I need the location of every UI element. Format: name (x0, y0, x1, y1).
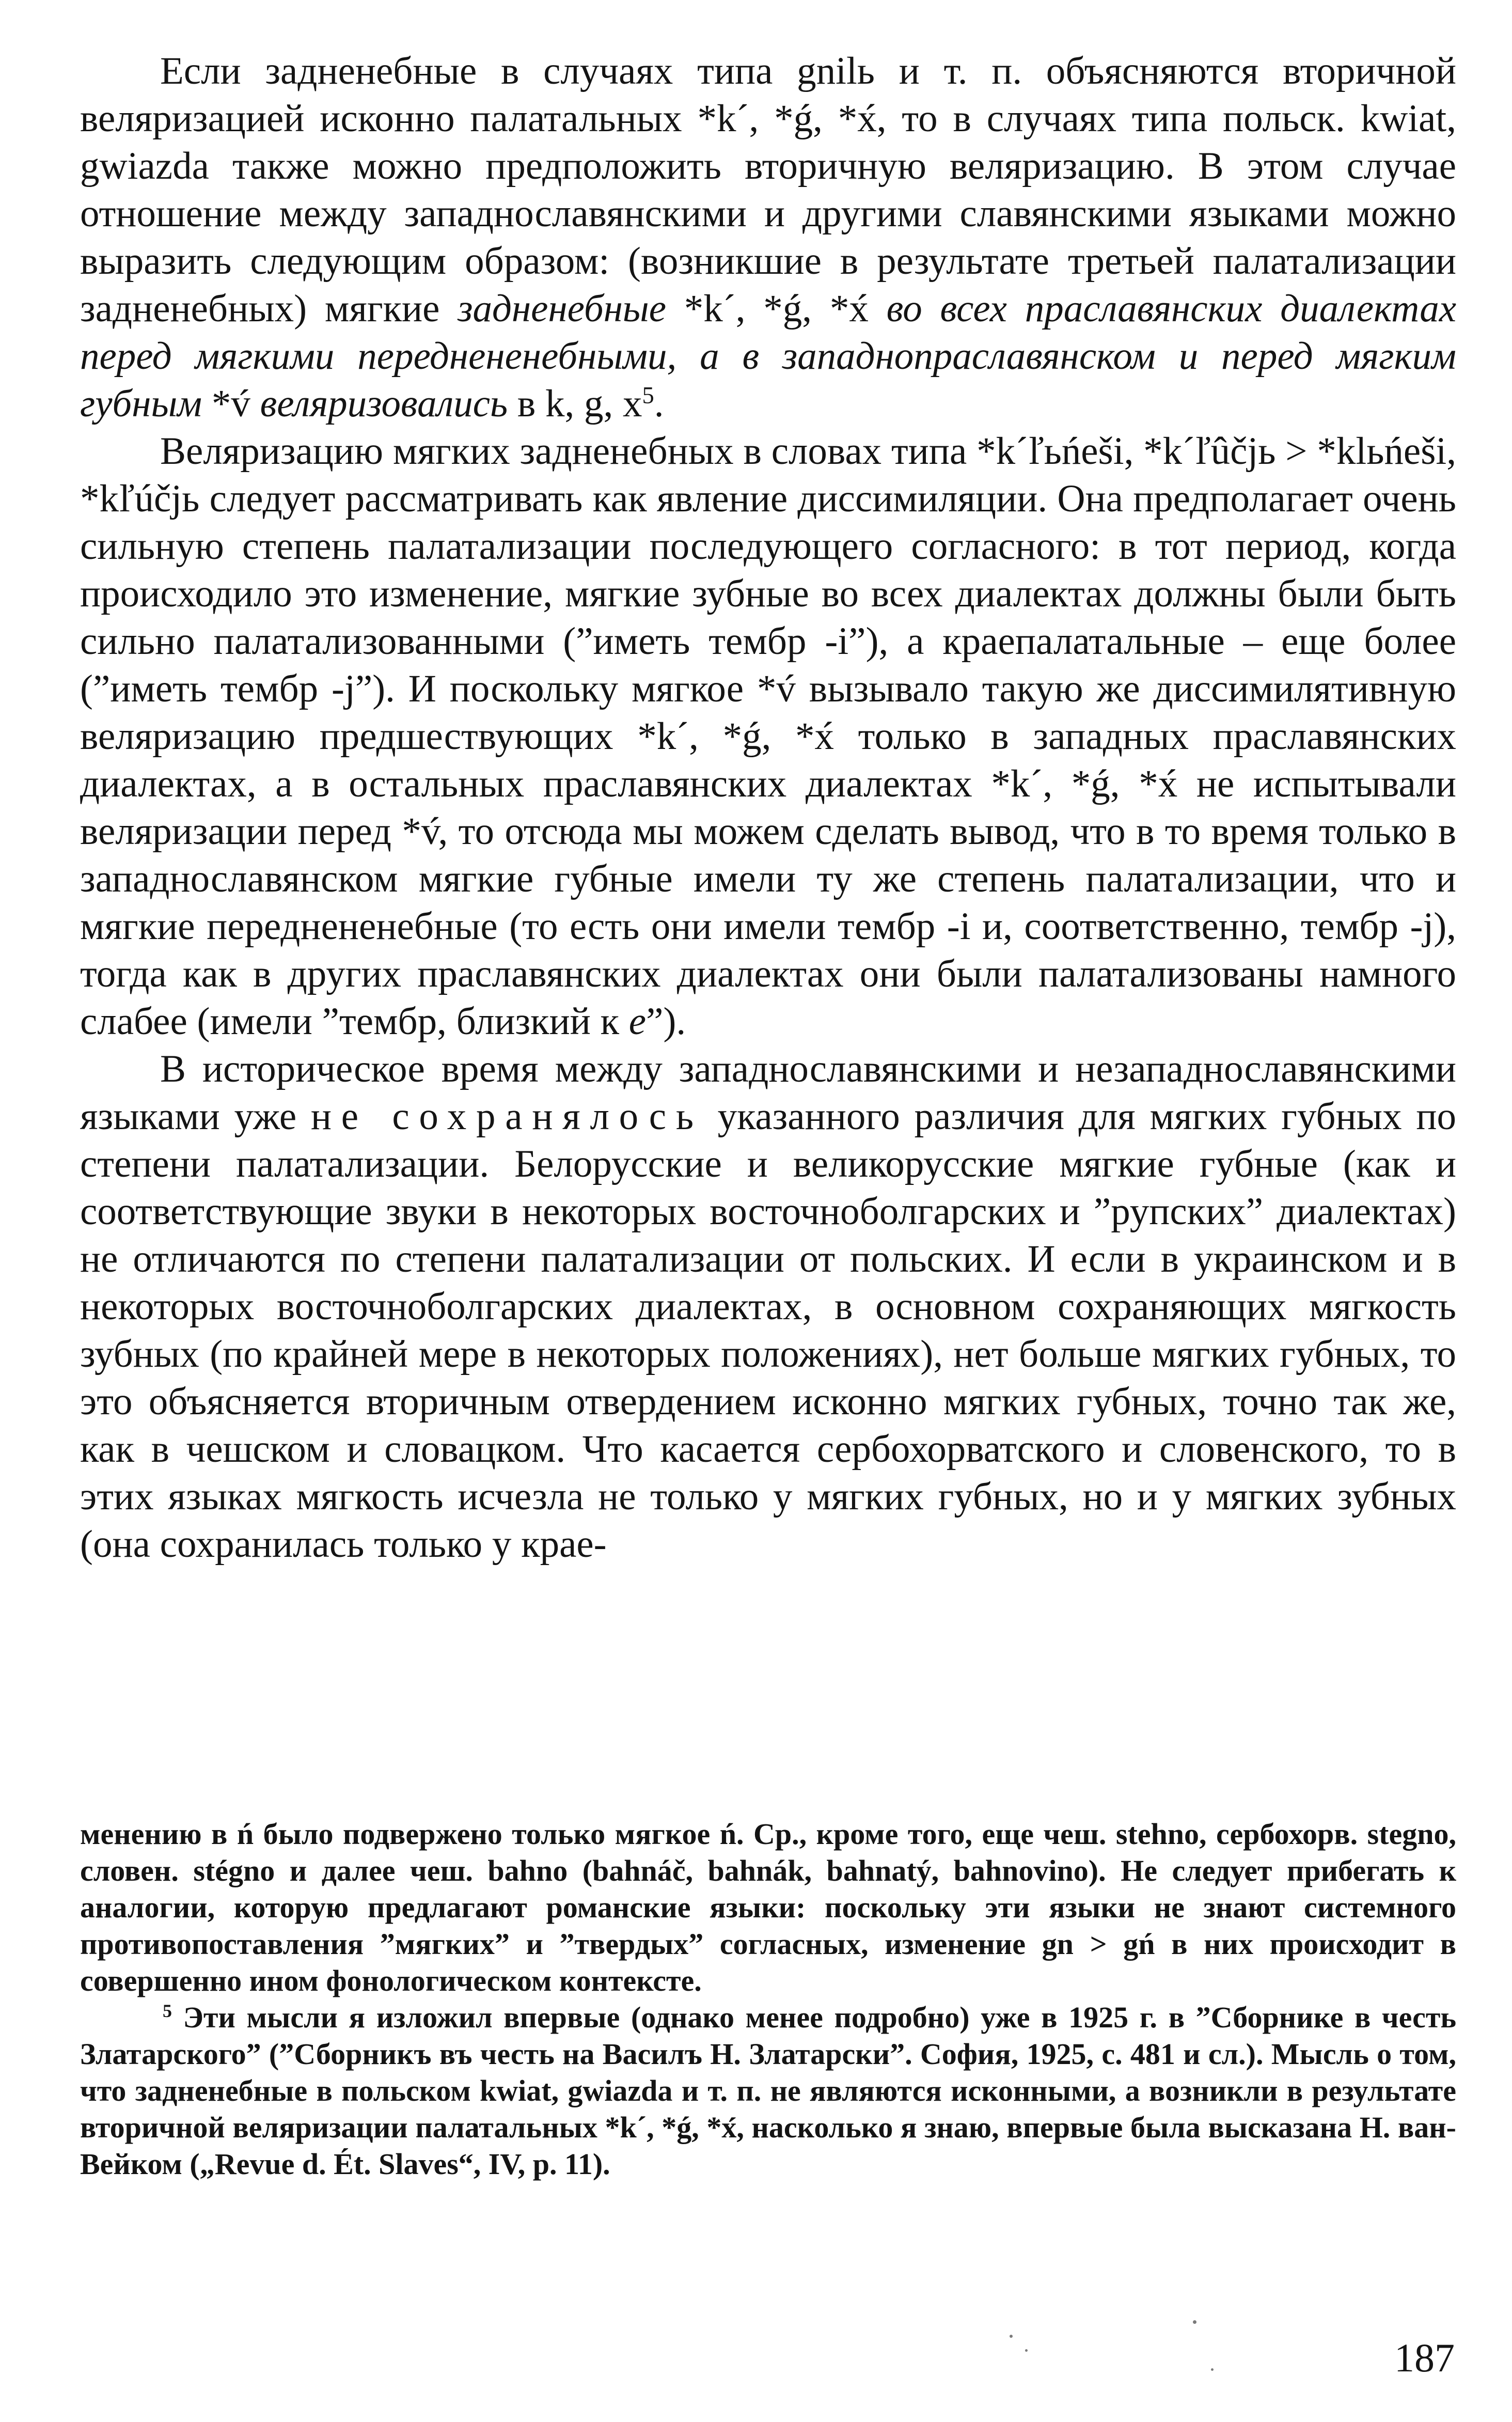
page-number: 187 (1394, 2335, 1455, 2380)
text-run: В историческое время между западнославянскими и незападнославянскими языками уже (80, 1048, 1456, 1138)
scan-speck (1010, 2335, 1013, 2338)
paragraph-3 (80, 1045, 1456, 1568)
footnote-marker: 5 (642, 382, 654, 409)
footnote-continuation (80, 1816, 1456, 1999)
text-run: в k, g, x (508, 382, 642, 425)
text-run: Эти мысли я изложил впервые (однако менее подробно) уже в 1925 г. в ”Сборнике в честь Златарского” (”Сборникъ въ честь на Василъ Н. Златарски”. София, 1925, с. 481 и сл.). Мысль о том, что задненебные в польском kwiat, gwiazda и т. п. не являются исконными, а возникли в результате вторичной веляризации палатальных *k´, *ǵ, *x́, насколько я знаю, впервые была высказана Н. ван-Вейком („Revue d. Ét. Slaves“, IV, p. 11). (80, 2001, 1456, 2181)
spaced-emphasis-text: не сохранялось (310, 1095, 703, 1138)
footnotes (80, 1816, 1456, 2182)
text-run: менению в ń было подвержено только мягкое ń. Ср., кроме того, еще чеш. stehno, сербохорв. stegno, словен. stégno и далее чеш. bahno (bahnáč, bahnák, bahnatý, bahnovino). Не следует прибегать к аналогии, которую предлагают романские языки: поскольку эти языки не знают системного противопоставления ”мягких” и ”твердых” согласных, изменение gn > gń в них происходит в совершенно ином фонологическом контексте. (80, 1817, 1456, 1997)
scan-speck (1211, 2368, 1214, 2371)
italic-text: во всех праславянских диалектах перед мягкими переднененебными, а в западнопраславянском и перед мягким губным (80, 287, 1457, 425)
text-run: указанного различия для мягких губных по степени палатализации. Белорусские и великорусские мягкие губные (как и соответствующие звуки в некоторых восточноболгарских и ”рупских” диалектах) не отличаются по степени палатализации от польских. И если в украинском и в некоторых восточноболгарских диалектах, в основном сохраняющих мягкость зубных (по крайней мере в некоторых положениях), нет больше мягких губных, то это объясняется вторичным отвердением исконно мягких губных, точно так же, как в чешском и словацком. Что касается сербохорватского и словенского, то в этих языках мягкость исчезла не только у мягких губных, но и у мягких зубных (она сохранилась только у крае- (80, 1095, 1457, 1566)
text-run: Если задненебные в случаях типа gnilь и т. п. объясняются вторичной веляризацией исконно палатальных *k´, *ǵ, *x́, то в случаях типа польск. kwiat, gwiazda также можно предположить вторичную веляризацию. В этом случае отношение между западнославянскими и другими славянскими языками можно выразить следующим образом: (возникшие в результате третьей палатализации задненебных) мягкие (80, 50, 1456, 330)
footnote-marker: 5 (163, 2001, 172, 2022)
paragraph-1 (80, 48, 1456, 428)
scan-speck (1025, 2349, 1028, 2352)
text-run: *k´, *ǵ, *x́ (666, 287, 887, 330)
italic-text: e (628, 1000, 647, 1043)
italic-text: задненебные (458, 287, 666, 330)
text-run: Веляризацию мягких задненебных в словах типа *k´ľьńeši, *k´ľûčjь > *klьńeši, *kľúčjь следует рассматривать как явление диссимиляции. Она предполагает очень сильную степень палатализации последующего согласного: в тот период, когда происходило это изменение, мягкие зубные во всех диалектах должны были быть сильно палатализованными (”иметь тембр -i”), а краепалатальные – еще более (”иметь тембр -j”). И поскольку мягкое *v́ вызывало такую же диссимилятивную веляризацию предшествующих *k´, *ǵ, *x́ только в западных праславянских диалектах, а в остальных праславянских диалектах *k´, *ǵ, *x́ не испытывали веляризации перед *v́, то отсюда мы можем сделать вывод, что в то время только в западнославянском мягкие губные имели ту же степень палатализации, что и мягкие переднененебные (то есть они имели тембр -i и, соответственно, тембр -j), тогда как в других праславянских диалектах они были палатализованы намного слабее (имели ”тембр, близкий к (80, 430, 1456, 1043)
italic-text: веляризовались (260, 382, 508, 425)
text-run: ”). (646, 1000, 686, 1043)
paragraph-2 (80, 428, 1456, 1045)
text-run: . (654, 382, 664, 425)
text-run: *v́ (202, 382, 260, 425)
footnote-5 (80, 1999, 1456, 2182)
main-text (80, 48, 1456, 1568)
scan-speck (1193, 2320, 1196, 2324)
